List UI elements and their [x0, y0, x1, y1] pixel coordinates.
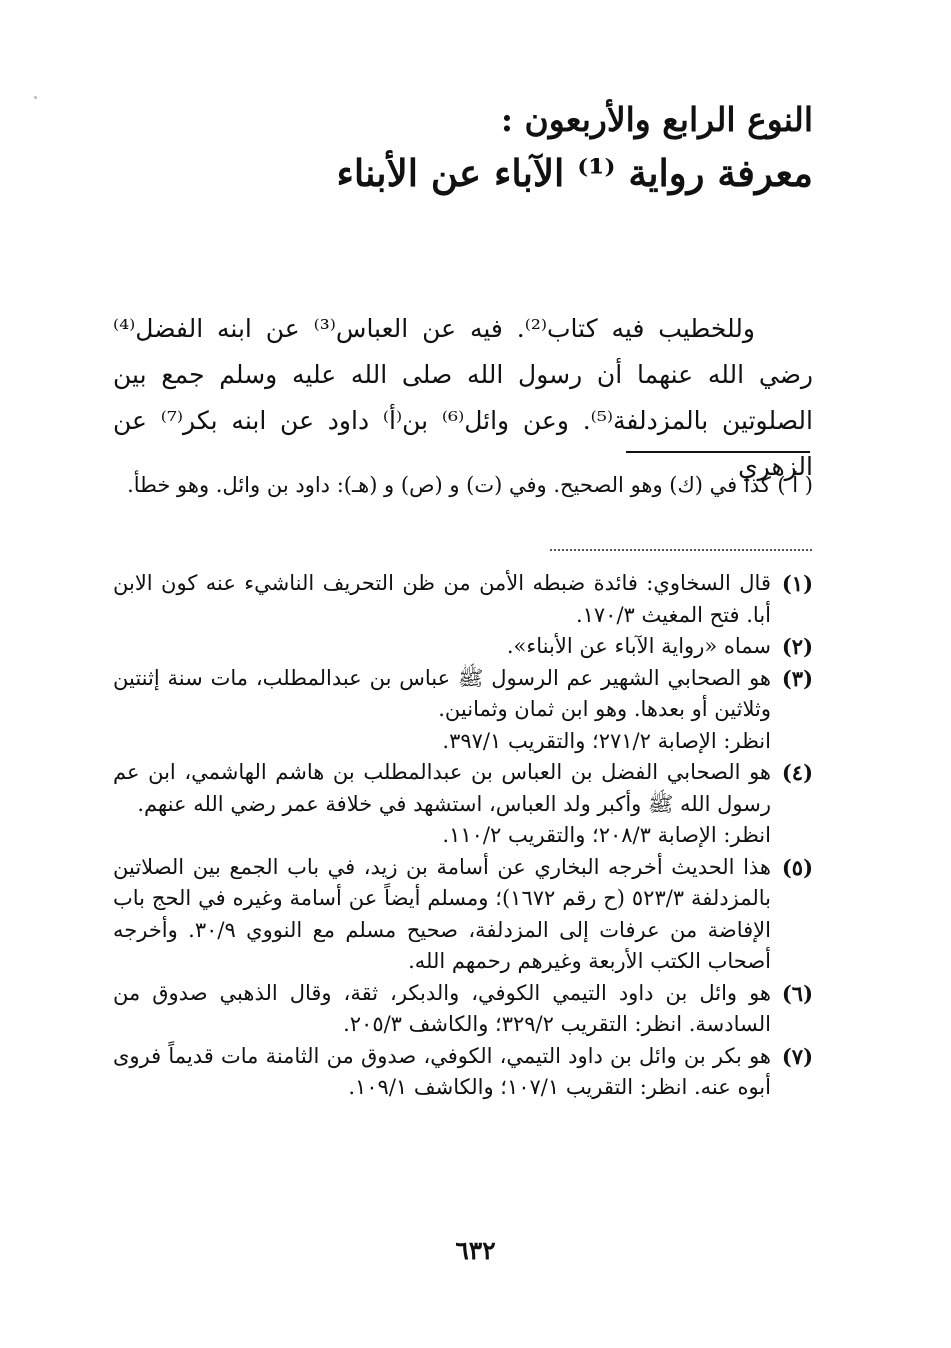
- footnote-text: هو الصحابي الفضل بن العباس بن عبدالمطلب بن هاشم الهاشمي، ابن عم رسول الله ﷺ وأكبر ولد العباس، استشهد في خلافة عمر رضي الله عنهم.: [113, 760, 771, 816]
- variant-footnote: ( أ ) كذا في (ك) وهو الصحيح. وفي (ت) و (ص) و (هـ): داود بن وائل. وهو خطأ.: [127, 473, 813, 497]
- footnote-separator: [626, 451, 810, 453]
- body-paragraph: [113, 306, 813, 490]
- footnote-1: [113, 568, 813, 631]
- chapter-heading: النوع الرابع والأربعون :: [500, 100, 813, 139]
- footnote-number: (٢): [781, 634, 813, 659]
- footnote-text: قال السخاوي: فائدة ضبطه الأمن من ظن التحريف الناشيء عنه كون الابن أبا. فتح المغيث ١٧٠/٣.: [113, 571, 771, 627]
- footnote-number: (٥): [781, 854, 813, 880]
- footnote-text: هو بكر بن وائل بن داود التيمي، الكوفي، صدوق من الثامنة مات قديماً فروى أبوه عنه. انظر: التقريب ١٠٧/١؛ والكاشف ١٠٩/١.: [113, 1043, 771, 1099]
- page-number: ٦٣٢: [455, 1236, 496, 1265]
- body-paragraph-text: وللخطيب فيه كتاب⁽²⁾. فيه عن العباس⁽³⁾ عن ابنه الفضل⁽⁴⁾ رضي الله عنهما أن رسول الله صلى الله عليه وسلم جمع بين الصلوتين بالمزدلفة⁽⁵⁾. وعن وائل⁽⁶⁾ بن⁽أ⁾ داود عن ابنه بكر⁽⁷⁾ عن الزهري: [113, 314, 813, 481]
- footnote-text: هذا الحديث أخرجه البخاري عن أسامة بن زيد، في باب الجمع بين الصلاتين بالمزدلفة ٥٢٣/٣ (ح رقم ١٦٧٢)؛ ومسلم أيضاً عن أسامة وغيره في الحج باب الإفاضة من عرفات إلى المزدلفة، صحيح مسلم مع النووي ٣٠/٩. وأخرجه أصحاب الكتب الأربعة وغيرهم رحمهم الله.: [113, 854, 771, 973]
- footnote-2: [113, 631, 813, 663]
- footnote-number: (١): [781, 571, 813, 596]
- footnote-5: [113, 852, 813, 978]
- footnote-4: [113, 757, 813, 852]
- footnote-number: (٤): [781, 760, 813, 785]
- footnote-number: (٦): [781, 980, 813, 1006]
- footnote-7: [113, 1041, 813, 1104]
- footnotes-list: [113, 568, 813, 1104]
- footnote-reference: انظر: الإصابة ٢٧١/٢؛ والتقريب ٣٩٧/١.: [442, 728, 771, 753]
- dotted-separator: [550, 549, 812, 551]
- footnote-number: (٣): [781, 665, 813, 691]
- footnote-number: (٧): [781, 1043, 813, 1069]
- scan-speck: [34, 96, 37, 99]
- footnote-6: [113, 978, 813, 1041]
- footnote-reference: انظر: الإصابة ٢٠٨/٣؛ والتقريب ١١٠/٢.: [442, 823, 771, 847]
- chapter-title: معرفة رواية ⁽¹⁾ الآباء عن الأبناء: [336, 151, 813, 195]
- footnote-text: سماه «رواية الآباء عن الأبناء».: [506, 634, 771, 658]
- footnote-text: هو وائل بن داود التيمي الكوفي، والدبكر، ثقة، وقال الذهبي صدوق من السادسة. انظر: التقريب ٣٢٩/٢؛ والكاشف ٢٠٥/٣.: [113, 980, 771, 1036]
- footnote-text: هو الصحابي الشهير عم الرسول ﷺ عباس بن عبدالمطلب، مات سنة إثنتين وثلاثين أو بعدها. وهو ابن ثمان وثمانين.: [113, 665, 771, 721]
- footnote-3: [113, 663, 813, 758]
